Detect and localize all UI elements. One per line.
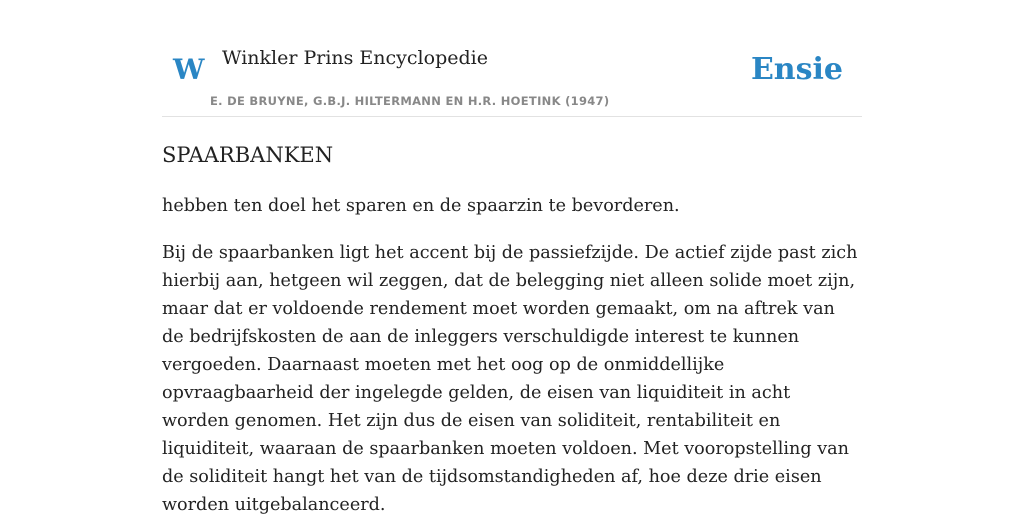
encyclopedia-title[interactable]: Winkler Prins Encyclopedie	[222, 47, 488, 69]
article-headword: SPAARBANKEN	[162, 143, 334, 167]
encyclopedia-page	[162, 0, 862, 515]
winkler-prins-logo-icon[interactable]: W	[173, 53, 205, 86]
article-paragraph-1: hebben ten doel het sparen en de spaarzin te bevorderen.	[162, 196, 680, 216]
ensie-logo[interactable]: Ensie	[750, 52, 843, 87]
authors-line: E. DE BRUYNE, G.B.J. HILTERMANN EN H.R. HOETINK (1947)	[210, 94, 610, 108]
page-header	[162, 0, 862, 117]
article-paragraph-2: Bij de spaarbanken ligt het accent bij de passiefzijde. De actief zijde past zich hierbij aan, hetgeen wil zeggen, dat de belegging niet alleen solide moet zijn, maar dat er voldoende rendement moet worden gemaakt, om na aftrek van de bedrijfskosten de aan de inleggers verschuldigde interest te kunnen vergoeden. Daarnaast moeten met het oog op de onmiddellijke opvraagbaarheid der ingelegde gelden, de eisen van liquiditeit in acht worden genomen. Het zijn dus de eisen van soliditeit, rentabiliteit en liquiditeit, waaraan de spaarbanken moeten voldoen. Met vooropstelling van de soliditeit hangt het van de tijdsomstandigheden af, hoe deze drie eisen worden uitgebalanceerd.	[162, 243, 858, 515]
